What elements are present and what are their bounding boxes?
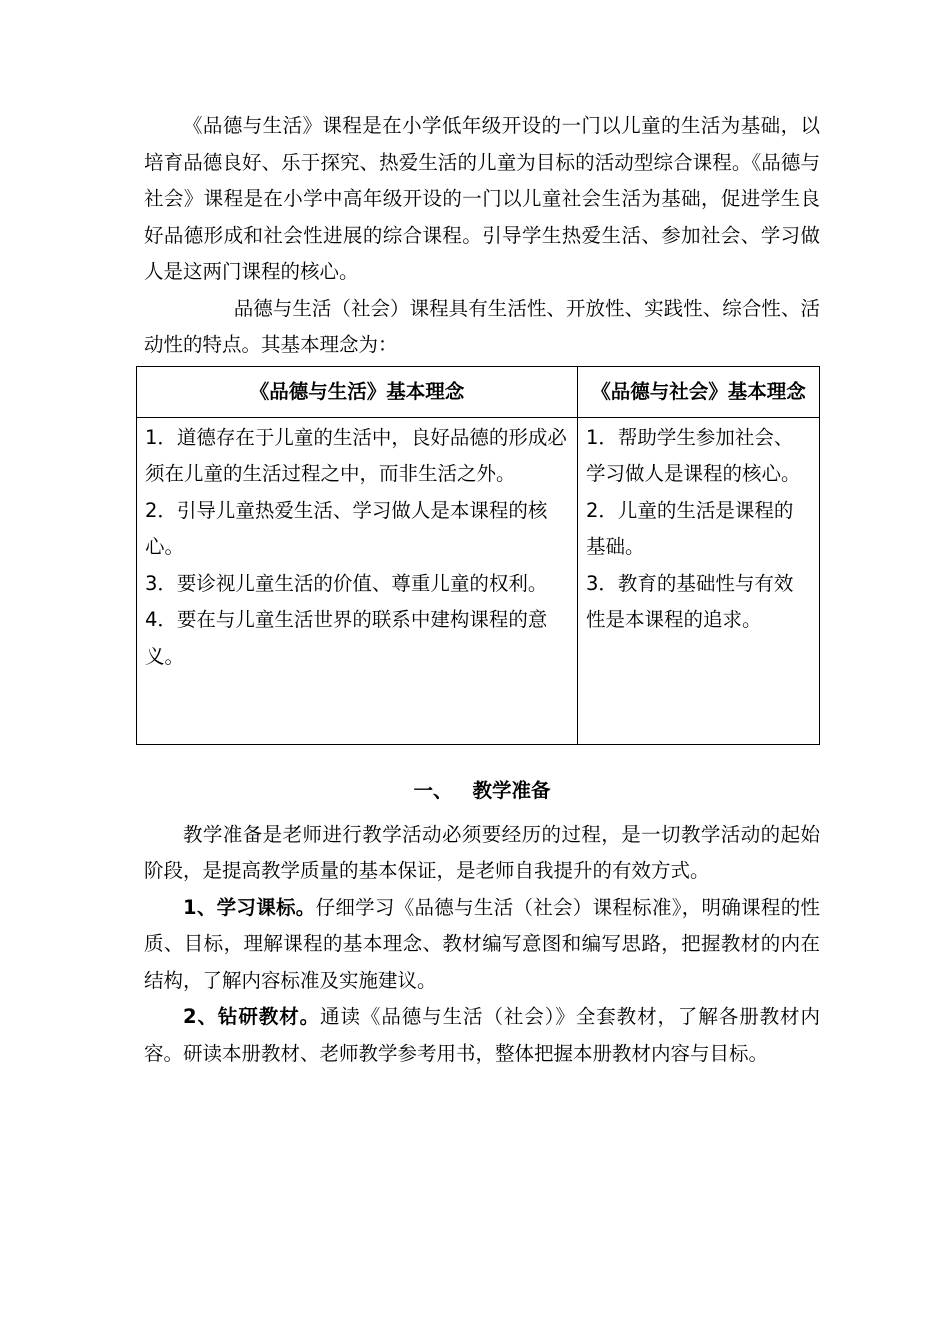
- table-cell-life-ideas: [137, 417, 578, 744]
- intro-paragraph-1: 《品德与生活》课程是在小学低年级开设的一门以儿童的生活为基础，以培育品德良好、乐于探究、热爱生活的儿童为目标的活动型综合课程。《品德与社会》课程是在小学中高年级开设的一门以儿童社会生活为基础，促进学生良好品德形成和社会性进展的综合课程。引导学生热爱生活、参加社会、学习做人是这两门课程的核心。: [144, 114, 820, 283]
- list-item: 3．教育的基础性与有效性是本课程的追求。: [586, 571, 794, 631]
- list-item: 4．要在与儿童生活世界的联系中建构课程的意义。: [145, 608, 548, 668]
- item-lead: 1、学习课标。: [183, 895, 316, 919]
- list-item: 1．道德存在于儿童的生活中，良好品德的形成必须在儿童的生活过程之中，而非生活之外。: [145, 425, 567, 485]
- intro-paragraph-2: 品德与生活（社会）课程具有生活性、开放性、实践性、综合性、活动性的特点。其基本理念为：: [144, 296, 820, 356]
- basic-ideas-table: [136, 366, 820, 745]
- document-content: [144, 108, 820, 1072]
- table-header-life: 《品德与生活》基本理念: [137, 366, 578, 417]
- section-paragraph-1: 教学准备是老师进行教学活动必须要经历的过程，是一切教学活动的起始阶段，是提高教学质量的基本保证，是老师自我提升的有效方式。: [144, 822, 820, 882]
- item-text: 仔细学习《品德与生活（社会）课程标准》，明确课程的性质、目标，理解课程的基本理念、教材编写意图和编写思路，把握教材的内在结构，了解内容标准及实施建议。: [144, 895, 820, 992]
- list-item: 2．引导儿童热爱生活、学习做人是本课程的核心。: [145, 498, 548, 558]
- section-item-1: [144, 890, 820, 1000]
- table-header-row: [137, 366, 820, 417]
- section-heading: [144, 765, 820, 817]
- section-item-2: [144, 999, 820, 1072]
- section-title: 教学准备: [472, 778, 551, 802]
- table-header-society: 《品德与社会》基本理念: [578, 366, 820, 417]
- item-text: 通读《品德与生活（社会）》全套教材，了解各册教材内容。研读本册教材、老师教学参考用书，整体把握本册教材内容与目标。: [144, 1005, 820, 1065]
- list-item: 1．帮助学生参加社会、学习做人是课程的核心。: [586, 425, 801, 485]
- table-row: [137, 417, 820, 744]
- section-number: 一、: [413, 778, 453, 802]
- table-cell-society-ideas: [578, 417, 820, 744]
- list-item: 3．要诊视儿童生活的价值、尊重儿童的权利。: [145, 571, 548, 595]
- list-item: 2．儿童的生活是课程的基础。: [586, 498, 794, 558]
- item-lead: 2、钻研教材。: [183, 1005, 321, 1028]
